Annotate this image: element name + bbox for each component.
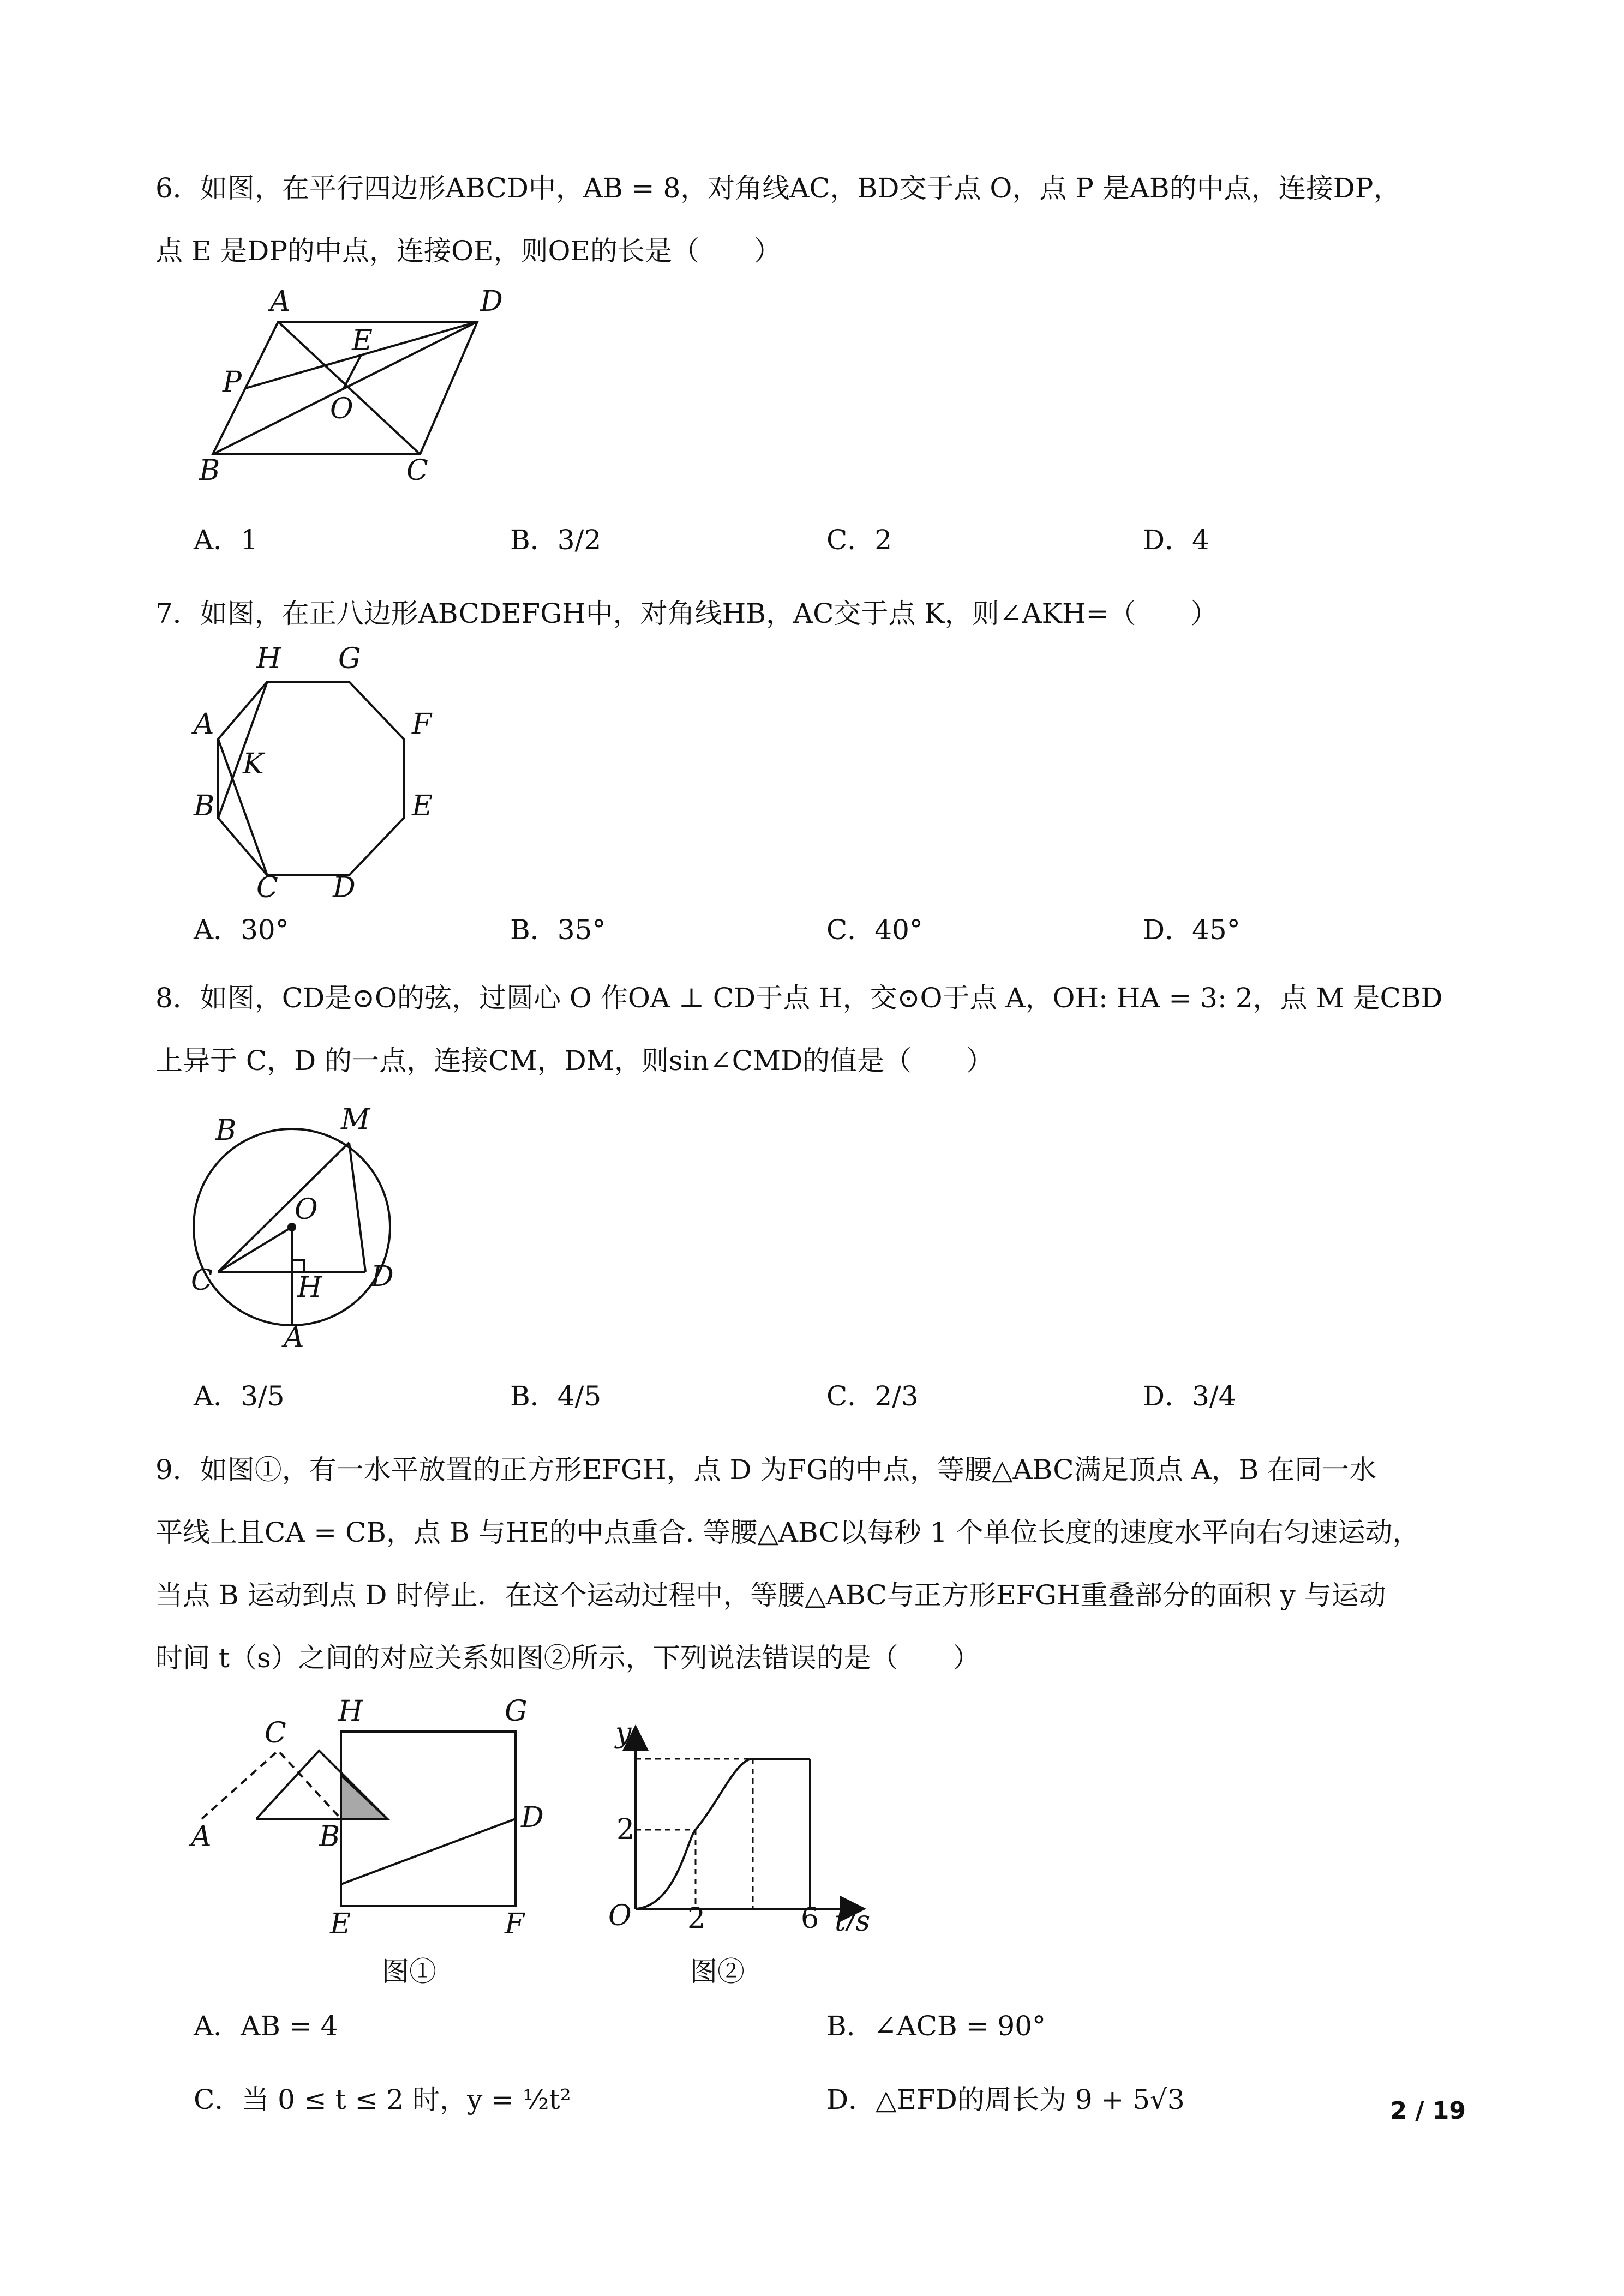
q8-label-O: O bbox=[295, 1193, 318, 1226]
q6-label-A: A bbox=[270, 289, 291, 318]
q6-label-P: P bbox=[223, 366, 242, 399]
q8-label-M: M bbox=[341, 1103, 370, 1136]
q7-option-d: D．45° bbox=[1143, 914, 1241, 946]
q9-fig1-label-F: F bbox=[505, 1908, 525, 1940]
q7-label-G: G bbox=[338, 642, 361, 675]
q8-label-B: B bbox=[215, 1114, 237, 1147]
q9-fig2-tick-y2: 2 bbox=[616, 1813, 635, 1846]
q9-option-b: B．∠ACB = 90° bbox=[826, 2010, 1046, 2042]
q9-fig2-label-y: y bbox=[615, 1717, 632, 1750]
q9-overlap-region bbox=[341, 1775, 387, 1819]
q8-text-line2: 上异于 C，D 的一点，连接CM，DM，则sin∠CMD的值是（ ） bbox=[155, 1045, 994, 1077]
q9-text-line2: 平线上且CA = CB，点 B 与HE的中点重合. 等腰△ABC以每秒 1 个单位长度的速度水平向右匀速运动， bbox=[155, 1517, 1420, 1548]
q9-option-c: C．当 0 ≤ t ≤ 2 时，y = ½t² bbox=[194, 2084, 571, 2115]
q6-label-B: B bbox=[199, 454, 220, 487]
q7-label-H: H bbox=[256, 642, 281, 675]
q6-option-a: A．1 bbox=[194, 524, 258, 556]
q7-option-c: C．40° bbox=[826, 914, 923, 946]
q9-figure-2-graph bbox=[595, 1712, 900, 1933]
q9-fig2-label-t: t/s bbox=[835, 1905, 871, 1931]
q8-label-H: H bbox=[297, 1271, 322, 1304]
q8-option-c: C．2/3 bbox=[826, 1380, 919, 1412]
q7-octagon-figure bbox=[185, 638, 458, 902]
q9-text-line4: 时间 t（s）之间的对应关系如图②所示，下列说法错误的是（ ） bbox=[155, 1642, 980, 1674]
q7-option-a: A．30° bbox=[194, 914, 289, 946]
q9-fig1-label-C: C bbox=[265, 1717, 286, 1750]
q9-fig1-label-D: D bbox=[521, 1801, 544, 1834]
q6-label-O: O bbox=[330, 393, 353, 425]
q9-fig2-caption: 图② bbox=[690, 1956, 745, 1987]
q9-fig1-label-E: E bbox=[330, 1908, 351, 1940]
q9-fig1-label-G: G bbox=[505, 1696, 528, 1728]
q9-fig2-tick-x6: 6 bbox=[801, 1902, 819, 1931]
q8-label-D: D bbox=[371, 1260, 394, 1293]
q9-fig1-label-A: A bbox=[191, 1820, 212, 1853]
q6-label-D: D bbox=[480, 289, 503, 318]
q6-label-C: C bbox=[406, 454, 428, 487]
q9-fig2-tick-x2: 2 bbox=[687, 1902, 706, 1931]
q6-option-d: D．4 bbox=[1143, 524, 1209, 556]
q8-text-line1: 8．如图，CD是⊙O的弦，过圆心 O 作OA ⊥ CD于点 H，交⊙O于点 A，OH: HA = 3: 2，点 M 是CBD bbox=[155, 982, 1443, 1014]
q9-figure-1 bbox=[185, 1696, 556, 1949]
q9-text-line3: 当点 B 运动到点 D 时停止．在这个运动过程中，等腰△ABC与正方形EFGH重叠部分的面积 y 与运动 bbox=[155, 1579, 1386, 1611]
q8-circle-figure bbox=[185, 1096, 415, 1355]
q7-label-A: A bbox=[194, 708, 214, 741]
q6-option-c: C．2 bbox=[826, 524, 892, 556]
q7-option-b: B．35° bbox=[510, 914, 606, 946]
q6-parallelogram-figure bbox=[185, 289, 524, 504]
q9-fig1-label-B: B bbox=[319, 1820, 340, 1853]
q7-label-B: B bbox=[194, 790, 215, 822]
q7-label-F: F bbox=[412, 708, 432, 741]
q6-text-line1: 6．如图，在平行四边形ABCD中，AB = 8，对角线AC，BD交于点 O，点 P 是AB的中点，连接DP， bbox=[155, 172, 1401, 204]
q9-fig2-label-O: O bbox=[608, 1900, 632, 1931]
q7-text-line1: 7．如图，在正八边形ABCDEFGH中，对角线HB，AC交于点 K，则∠AKH=（ ） bbox=[155, 598, 1218, 629]
q7-label-C: C bbox=[256, 871, 278, 900]
q8-option-b: B．4/5 bbox=[510, 1380, 602, 1412]
q6-text-line2: 点 E 是DP的中点，连接OE，则OE的长是（ ） bbox=[155, 235, 781, 267]
q7-label-D: D bbox=[333, 871, 356, 900]
q9-option-a: A．AB = 4 bbox=[194, 2010, 338, 2042]
q8-option-a: A．3/5 bbox=[194, 1380, 285, 1412]
q9-fig1-label-H: H bbox=[338, 1696, 363, 1728]
q6-option-b: B．3/2 bbox=[510, 524, 602, 556]
q8-label-A: A bbox=[284, 1321, 304, 1353]
page-number: 2 / 19 bbox=[1390, 2097, 1466, 2125]
q9-text-line1: 9．如图①，有一水平放置的正方形EFGH，点 D 为FG的中点，等腰△ABC满足顶点 A，B 在同一水 bbox=[155, 1454, 1377, 1486]
q9-option-d: D．△EFD的周长为 9 + 5√3 bbox=[826, 2084, 1185, 2115]
q9-fig1-caption: 图① bbox=[382, 1956, 436, 1987]
q7-label-E: E bbox=[412, 790, 433, 822]
q8-label-C: C bbox=[191, 1264, 213, 1297]
q6-label-E: E bbox=[352, 324, 373, 357]
q7-label-K: K bbox=[243, 748, 264, 780]
q8-option-d: D．3/4 bbox=[1143, 1380, 1236, 1412]
